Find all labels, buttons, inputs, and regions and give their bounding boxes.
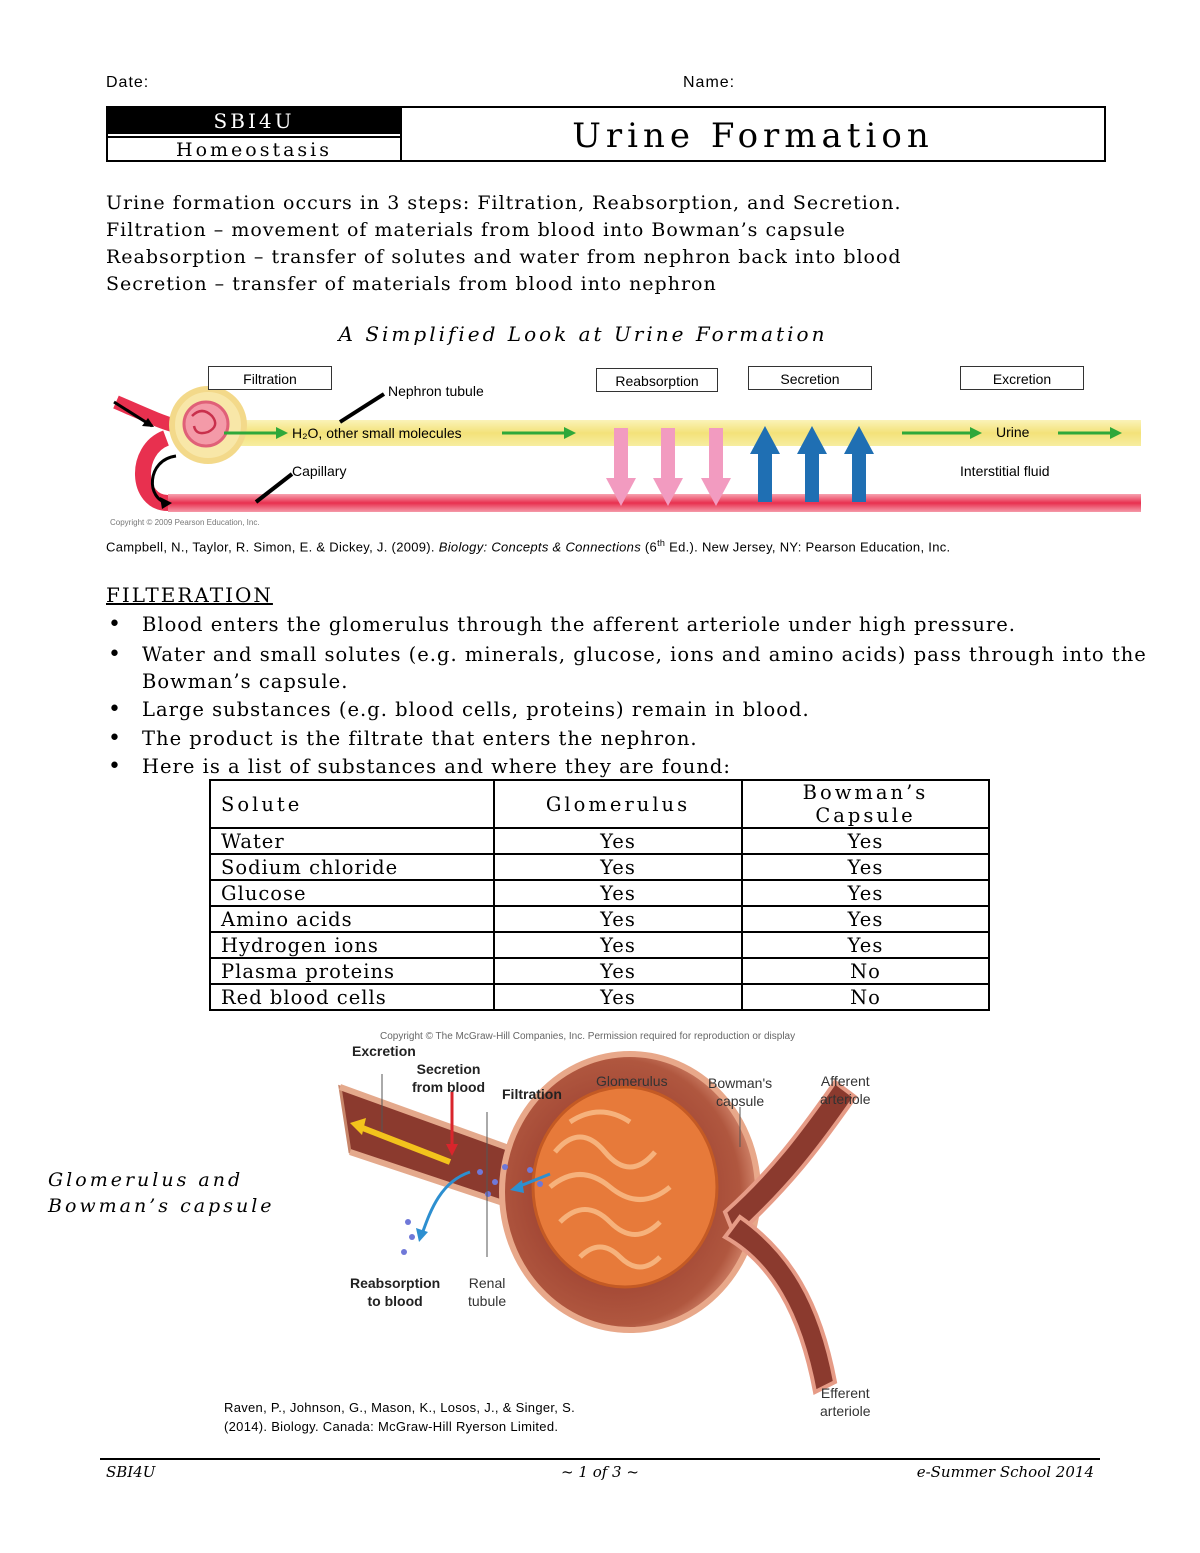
mcgraw-copyright: Copyright © The McGraw-Hill Companies, Inc. Permission required for reproduction or display (380, 1031, 796, 1042)
intro-line: Urine formation occurs in 3 steps: Filtration, Reabsorption, and Secretion. (106, 192, 902, 214)
section-heading: FILTERATION (106, 583, 273, 607)
table-row: Glucose Yes Yes (210, 880, 989, 906)
course-code: SBI4U (108, 108, 400, 134)
bowmans-capsule-label: Bowman's capsule (708, 1075, 773, 1109)
table-row: Amino acids Yes Yes (210, 906, 989, 932)
footer-school: e-Summer School 2014 (916, 1463, 1094, 1481)
secretion-label: Secretion from blood (412, 1061, 486, 1095)
illustration-title: Glomerulus and Bowman’s capsule (48, 1169, 275, 1217)
bullet-item: • Here is a list of substances and where they are found: (142, 753, 731, 780)
bullet-item: • Blood enters the glomerulus through the afferent arteriole under high pressure. (142, 611, 1016, 638)
excretion-label: Excretion (352, 1043, 416, 1059)
nephron-tubule-label: Nephron tubule (388, 383, 484, 399)
capillary-label: Capillary (292, 463, 347, 479)
capillary-band (168, 494, 1141, 512)
col-header-glomerulus: Glomerulus (494, 780, 742, 828)
bullet-item: • Water and small solutes (e.g. minerals, glucose, ions and amino acids) pass through into the (142, 641, 1147, 668)
table-header-row (210, 780, 989, 828)
footer-course: SBI4U (106, 1463, 156, 1481)
efferent-arteriole-label: Efferent arteriole (820, 1385, 871, 1419)
reabsorption-label: Reabsorption to blood (350, 1275, 441, 1309)
table-row: Water Yes Yes (210, 828, 989, 854)
efferent-arteriole-shape (725, 1217, 835, 1392)
intro-line: Secretion – transfer of materials from blood into nephron (106, 273, 717, 295)
bullet-item: • The product is the filtrate that enters the nephron. (142, 725, 698, 752)
pearson-copyright: Copyright © 2009 Pearson Education, Inc. (110, 518, 260, 527)
page-number: ~ 1 of 3 ~ (561, 1463, 639, 1481)
bullet-continuation: Bowman’s capsule. (142, 670, 349, 693)
title-box (106, 106, 1106, 162)
filtration-label: Filtration (502, 1086, 562, 1102)
molecules-label: H₂O, other small molecules (292, 425, 462, 441)
substance-table (209, 779, 990, 1011)
bullet-item: • Large substances (e.g. blood cells, proteins) remain in blood. (142, 696, 810, 723)
table-row: Sodium chloride Yes Yes (210, 854, 989, 880)
step-excretion: Excretion (960, 366, 1084, 390)
afferent-arteriole-label: Afferent arteriole (820, 1073, 871, 1107)
footer-rule (100, 1458, 1100, 1460)
citation-campbell: Campbell, N., Taylor, R. Simon, E. & Dickey, J. (2009). Biology: Concepts & Connections (6th Ed.). New Jersey, NY: Pearson Education, Inc. (106, 538, 951, 555)
intro-line: Filtration – movement of materials from blood into Bowman’s capsule (106, 219, 846, 241)
intro (106, 190, 1106, 298)
glomerulus-label: Glomerulus (596, 1073, 668, 1089)
table-row: Plasma proteins Yes No (210, 958, 989, 984)
col-header-bowman: Bowman’s Capsule (742, 780, 989, 828)
unit-name: Homeostasis (108, 136, 400, 162)
table-row: Hydrogen ions Yes Yes (210, 932, 989, 958)
step-reabsorption: Reabsorption (596, 368, 718, 392)
step-secretion: Secretion (748, 366, 872, 390)
glomerulus-illustration (330, 1022, 890, 1419)
urine-formation-diagram (106, 360, 1146, 532)
name-label: Name: (683, 74, 736, 91)
nephron-pointer (340, 394, 384, 422)
diagram-title: A Simplified Look at Urine Formation (338, 322, 828, 346)
step-filtration: Filtration (208, 366, 332, 390)
intro-line: Reabsorption – transfer of solutes and water from nephron back into blood (106, 246, 902, 268)
renal-tubule-label: Renal tubule (468, 1275, 507, 1309)
page-title: Urine Formation (572, 116, 934, 156)
urine-label: Urine (996, 424, 1030, 440)
citation-raven: Raven, P., Johnson, G., Mason, K., Losos, J., & Singer, S. (2014). Biology. Canada: McGraw-Hill Ryerson Limited. (224, 1400, 576, 1434)
interstitial-label: Interstitial fluid (960, 463, 1050, 479)
col-header-solute: Solute (210, 780, 494, 828)
date-label: Date: (106, 74, 150, 91)
table-row: Red blood cells Yes No (210, 984, 989, 1010)
glomerulus (184, 402, 228, 446)
